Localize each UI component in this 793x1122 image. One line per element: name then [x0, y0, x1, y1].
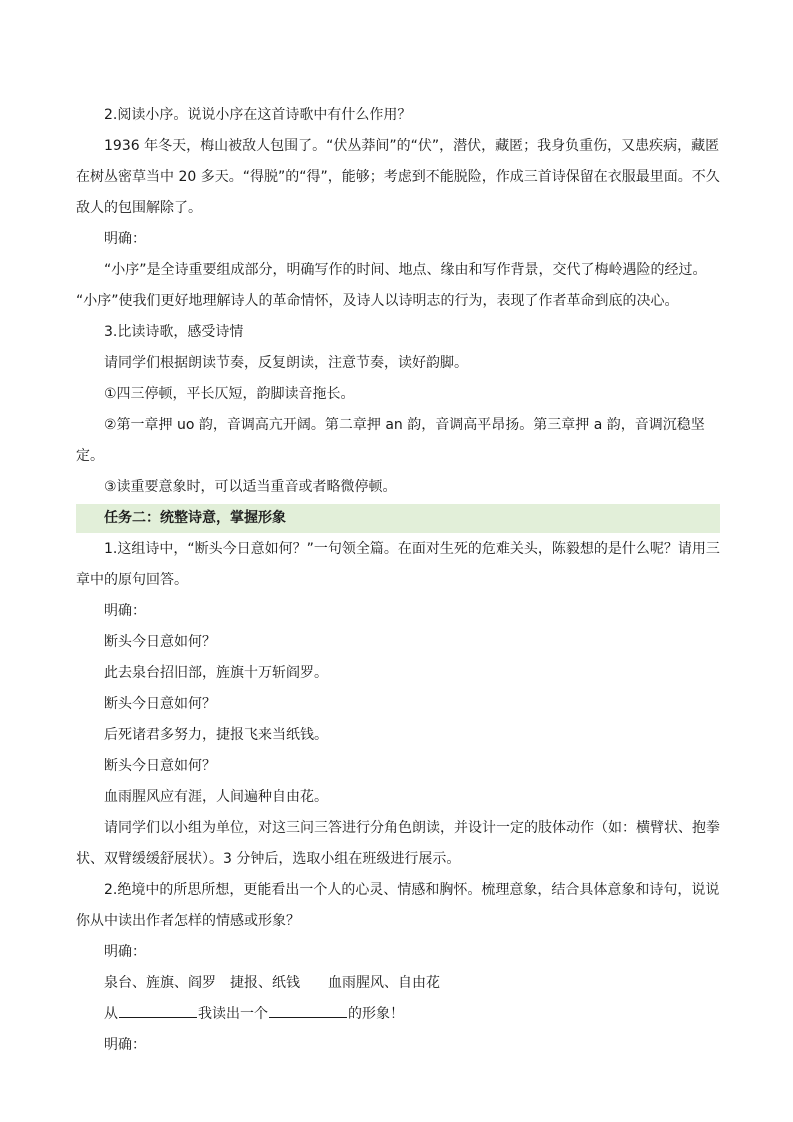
imagery-group-c: 血雨腥风、自由花	[328, 975, 440, 991]
question-2-title: 2.阅读小序。说说小序在这首诗歌中有什么作用？	[104, 107, 412, 123]
answer-label: 明确：	[104, 944, 146, 960]
group-reading-instruction: 请同学们以小组为单位，对这三问三答进行分角色朗读，并设计一定的肢体动作（如：横臂状、抱拳状、双臂缓缓舒展状）。3 分钟后，选取小组在班级进行展示。	[76, 820, 720, 867]
poem-line-2: 后死诸君多努力，捷报飞来当纸钱。	[104, 727, 328, 743]
task-2-question-2: 2.绝境中的所思所想，更能看出一个人的心灵、情感和胸怀。梳理意象，结合具体意象和诗句，说说你从中读出作者怎样的情感或形象？	[76, 882, 720, 929]
imagery-line	[76, 968, 720, 999]
fill-blank-1[interactable]	[119, 1003, 197, 1018]
fill-middle: 我读出一个	[198, 1006, 268, 1022]
poem-question-3: 断头今日意如何？	[104, 758, 216, 774]
imagery-group-a: 泉台、旌旗、阎罗	[104, 975, 216, 991]
fill-in-sentence	[76, 999, 720, 1030]
reading-point-2: ②第一章押 uo 韵，音调高亢开阔。第二章押 an 韵，音调高平昂扬。第三章押 a 韵，音调沉稳坚定。	[76, 417, 705, 464]
task-2-question-1: 1.这组诗中，“断头今日意如何？”一句领全篇。在面对生死的危难关头，陈毅想的是什么呢？请用三章中的原句回答。	[76, 541, 720, 588]
answer-label: 明确：	[104, 1037, 146, 1053]
task-2-heading: 任务二：统整诗意，掌握形象	[76, 504, 720, 533]
question-3-instruction: 请同学们根据朗读节奏，反复朗读，注意节奏，读好韵脚。	[104, 355, 468, 371]
fill-blank-2[interactable]	[269, 1003, 347, 1018]
fill-prefix: 从	[104, 1006, 118, 1022]
answer-label: 明确：	[104, 603, 146, 619]
document-content	[76, 100, 720, 1061]
answer-label: 明确：	[104, 231, 146, 247]
poem-question-2: 断头今日意如何？	[104, 696, 216, 712]
poem-question-1: 断头今日意如何？	[104, 634, 216, 650]
xiaoxu-line-2: “小序”使我们更好地理解诗人的革命情怀，及诗人以诗明志的行为，表现了作者革命到底的决心。	[76, 293, 679, 309]
intro-paragraph: 1936 年冬天，梅山被敌人包围了。“伏丛莽间”的“伏”，潜伏，藏匿；我身负重伤，又患疾病，藏匿在树丛密草当中 20 多天。“得脱”的“得”，能够；考虑到不能脱险，作成三首诗保留在衣服最里面。不久敌人的包围解除了。	[76, 138, 720, 216]
xiaoxu-line-1: “小序”是全诗重要组成部分，明确写作的时间、地点、缘由和写作背景，交代了梅岭遇险的经过。	[104, 262, 707, 278]
reading-point-3: ③读重要意象时，可以适当重音或者略微停顿。	[104, 479, 397, 495]
imagery-group-b: 捷报、纸钱	[230, 975, 300, 991]
question-3-title: 3.比读诗歌，感受诗情	[104, 324, 244, 340]
poem-line-1: 此去泉台招旧部，旌旗十万斩阎罗。	[104, 665, 328, 681]
poem-line-3: 血雨腥风应有涯，人间遍种自由花。	[104, 789, 328, 805]
reading-point-1: ①四三停顿，平长仄短，韵脚读音拖长。	[104, 386, 355, 402]
fill-suffix: 的形象！	[348, 1006, 404, 1022]
